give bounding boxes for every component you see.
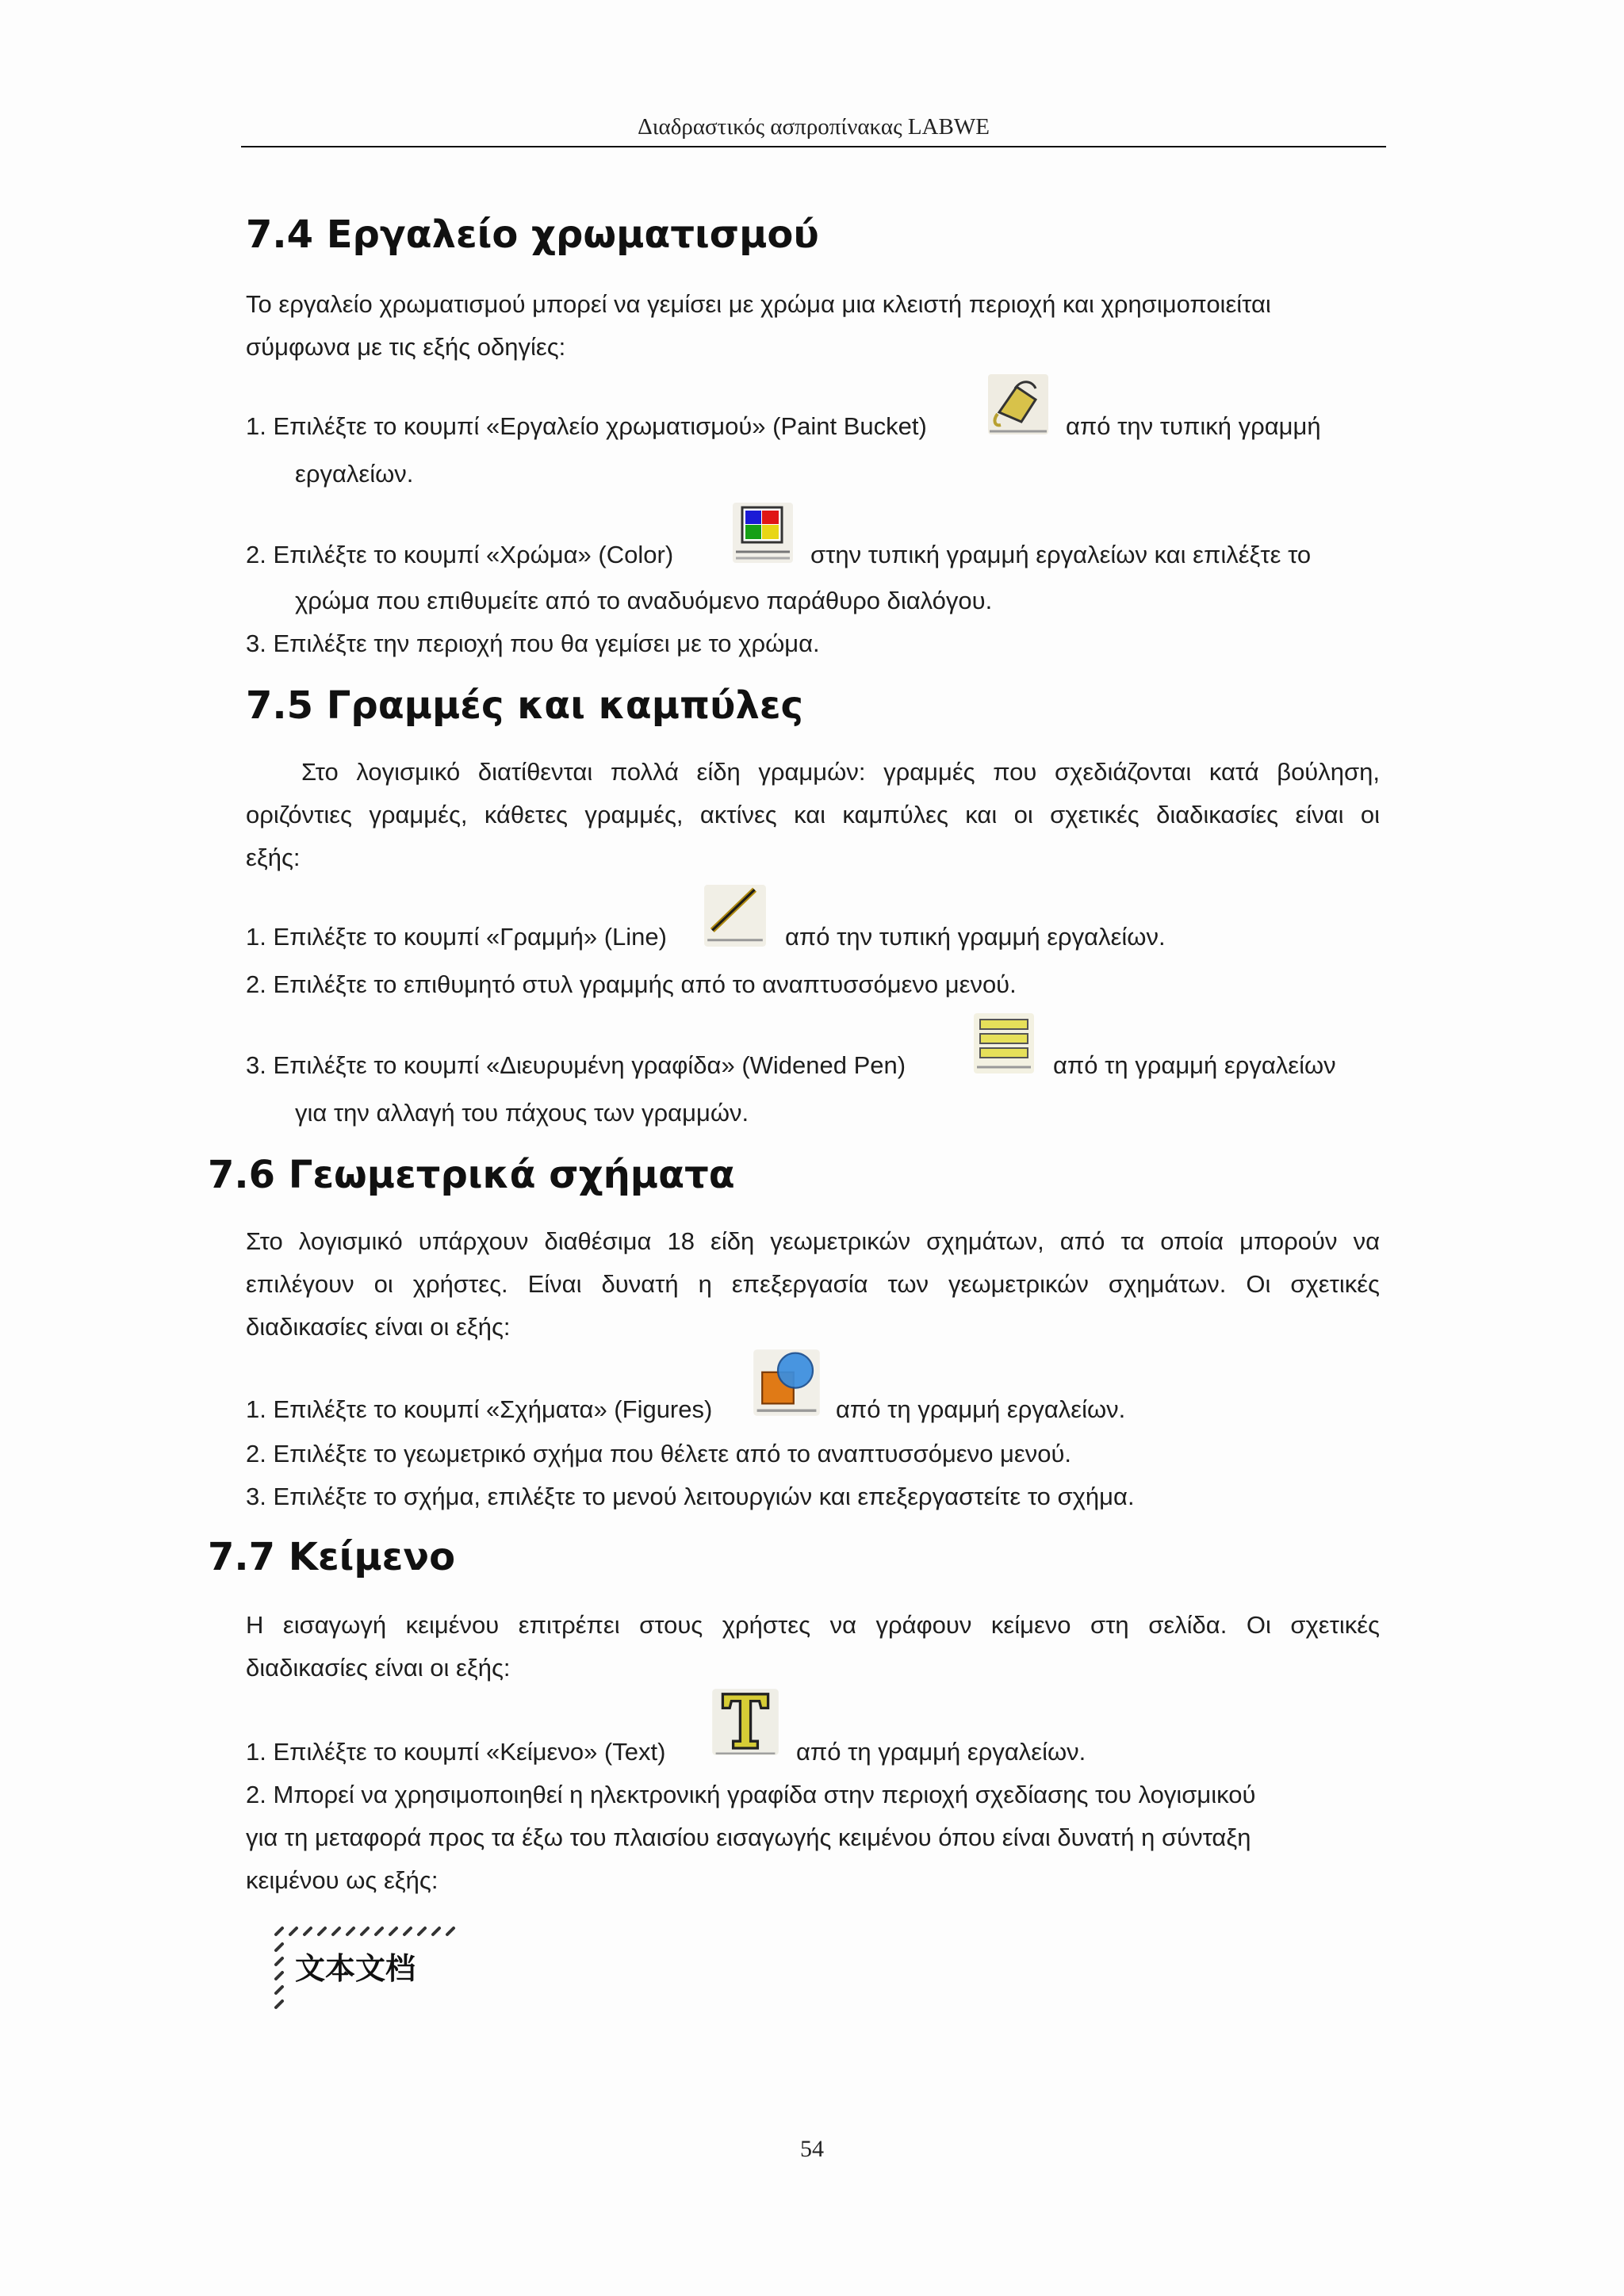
paint-bucket-icon: [986, 373, 1050, 436]
paragraph-line: εξής:: [246, 844, 301, 871]
list-item-text: 2. Μπορεί να χρησιμοποιηθεί η ηλεκτρονική γραφίδα στην περιοχή σχεδίασης του λογισμικού: [246, 1781, 1256, 1808]
paragraph-line: Το εργαλείο χρωματισμού μπορεί να γεμίσει με χρώμα μια κλειστή περιοχή και χρησιμοποιείται: [246, 290, 1271, 318]
list-item-text: για τη μεταφορά προς τα έξω του πλαισίου εισαγωγής κειμένου όπου είναι δυνατή η σύνταξη: [246, 1823, 1251, 1851]
paragraph-line: Στο λογισμικό διατίθενται πολλά είδη γραμμών: γραμμές που σχεδιάζονται κατά βούληση,: [301, 758, 1380, 786]
list-item-text: από τη γραμμή εργαλείων.: [796, 1738, 1086, 1766]
text-tool-icon: [710, 1687, 780, 1757]
list-item-text: για την αλλαγή του πάχους των γραμμών.: [295, 1099, 749, 1127]
paragraph-line: οριζόντιες γραμμές, κάθετες γραμμές, ακτίνες και καμπύλες και οι σχετικές διαδικασίες είναι οι: [246, 801, 1380, 828]
color-palette-icon: [731, 501, 795, 564]
list-item-text: 1. Επιλέξτε το κουμπί «Κείμενο» (Text): [246, 1738, 666, 1766]
header-rule: [241, 146, 1386, 147]
list-item-text: από την τυπική γραμμή: [1066, 412, 1321, 440]
list-item-text: χρώμα που επιθυμείτε από το αναδυόμενο παράθυρο διαλόγου.: [295, 587, 993, 614]
page-number: 54: [800, 2136, 824, 2162]
list-item-text: εργαλείων.: [295, 460, 414, 488]
list-item-text: 1. Επιλέξτε το κουμπί «Γραμμή» (Line): [246, 923, 667, 951]
section-heading-7-4: 7.4 Εργαλείο χρωματισμού: [246, 212, 819, 257]
widened-pen-icon: [972, 1012, 1036, 1075]
paragraph-line: Στο λογισμικό υπάρχουν διαθέσιμα 18 είδη γεωμετρικών σχημάτων, από τα οποία μπορούν να: [246, 1227, 1380, 1255]
text-box-sample-text: 文本文档: [295, 1951, 416, 1986]
list-item-text: 3. Επιλέξτε την περιοχή που θα γεμίσει με το χρώμα.: [246, 629, 820, 657]
paragraph-line: Η εισαγωγή κειμένου επιτρέπει στους χρήστες να γράφουν κείμενο στη σελίδα. Οι σχετικές: [246, 1611, 1380, 1639]
list-item-text: 1. Επιλέξτε το κουμπί «Σχήματα» (Figures): [246, 1395, 713, 1423]
list-item-text: στην τυπική γραμμή εργαλείων και επιλέξτε το: [810, 541, 1312, 568]
list-item-text: από την τυπική γραμμή εργαλείων.: [785, 923, 1166, 951]
list-item-text: 1. Επιλέξτε το κουμπί «Εργαλείο χρωματισμού» (Paint Bucket): [246, 412, 927, 440]
list-item-text: 2. Επιλέξτε το γεωμετρικό σχήμα που θέλετε από το αναπτυσσόμενο μενού.: [246, 1440, 1072, 1468]
paragraph-line: διαδικασίες είναι οι εξής:: [246, 1313, 511, 1341]
list-item-text: από τη γραμμή εργαλείων.: [836, 1395, 1126, 1423]
list-item-text: 3. Επιλέξτε το κουμπί «Διευρυμένη γραφίδα» (Widened Pen): [246, 1051, 906, 1079]
list-item-text: από τη γραμμή εργαλείων: [1053, 1051, 1336, 1079]
figures-icon: [752, 1348, 822, 1418]
section-heading-7-6: 7.6 Γεωμετρικά σχήματα: [208, 1153, 735, 1197]
text-box-sample: [273, 1922, 471, 2017]
list-item-text: 3. Επιλέξτε το σχήμα, επιλέξτε το μενού λειτουργιών και επεξεργαστείτε το σχήμα.: [246, 1483, 1135, 1510]
running-header: Διαδραστικός ασπροπίνακας LABWE: [638, 114, 990, 140]
list-item-text: κειμένου ως εξής:: [246, 1866, 439, 1894]
section-heading-7-5: 7.5 Γραμμές και καμπύλες: [246, 683, 804, 728]
list-item-text: 2. Επιλέξτε το κουμπί «Χρώμα» (Color): [246, 541, 674, 568]
section-heading-7-7: 7.7 Κείμενο: [208, 1535, 456, 1579]
line-tool-icon: [703, 883, 768, 948]
paragraph-line: σύμφωνα με τις εξής οδηγίες:: [246, 333, 566, 361]
paragraph-line: επιλέγουν οι χρήστες. Είναι δυνατή η επεξεργασία των γεωμετρικών σχημάτων. Οι σχετικές: [246, 1270, 1380, 1298]
paragraph-line: διαδικασίες είναι οι εξής:: [246, 1654, 511, 1682]
list-item-text: 2. Επιλέξτε το επιθυμητό στυλ γραμμής από το αναπτυσσόμενο μενού.: [246, 970, 1017, 998]
